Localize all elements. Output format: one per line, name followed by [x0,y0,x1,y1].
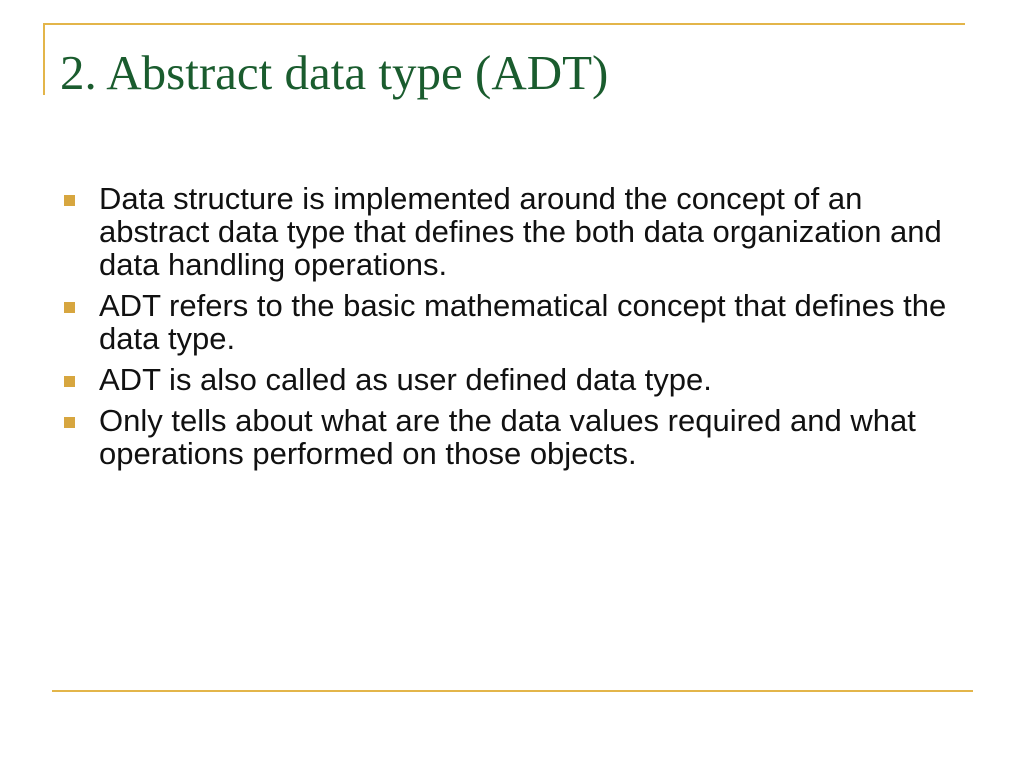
slide-title: 2. Abstract data type (ADT) [60,45,609,100]
square-bullet-icon [64,302,75,313]
bullet-text: Only tells about what are the data values required and what operations performed on those objects. [99,403,916,471]
bullet-text: ADT is also called as user defined data type. [99,362,712,397]
bullet-item [60,363,975,396]
bullet-list [60,182,975,478]
left-accent-line [43,23,45,95]
top-accent-line [43,23,965,25]
square-bullet-icon [64,376,75,387]
bullet-text: Data structure is implemented around the concept of an abstract data type that defines the both data organization and data handling operations. [99,181,942,282]
bullet-item [60,404,975,470]
bullet-item [60,289,975,355]
bottom-accent-line [52,690,973,692]
square-bullet-icon [64,417,75,428]
bullet-text: ADT refers to the basic mathematical concept that defines the data type. [99,288,947,356]
bullet-item [60,182,975,281]
square-bullet-icon [64,195,75,206]
